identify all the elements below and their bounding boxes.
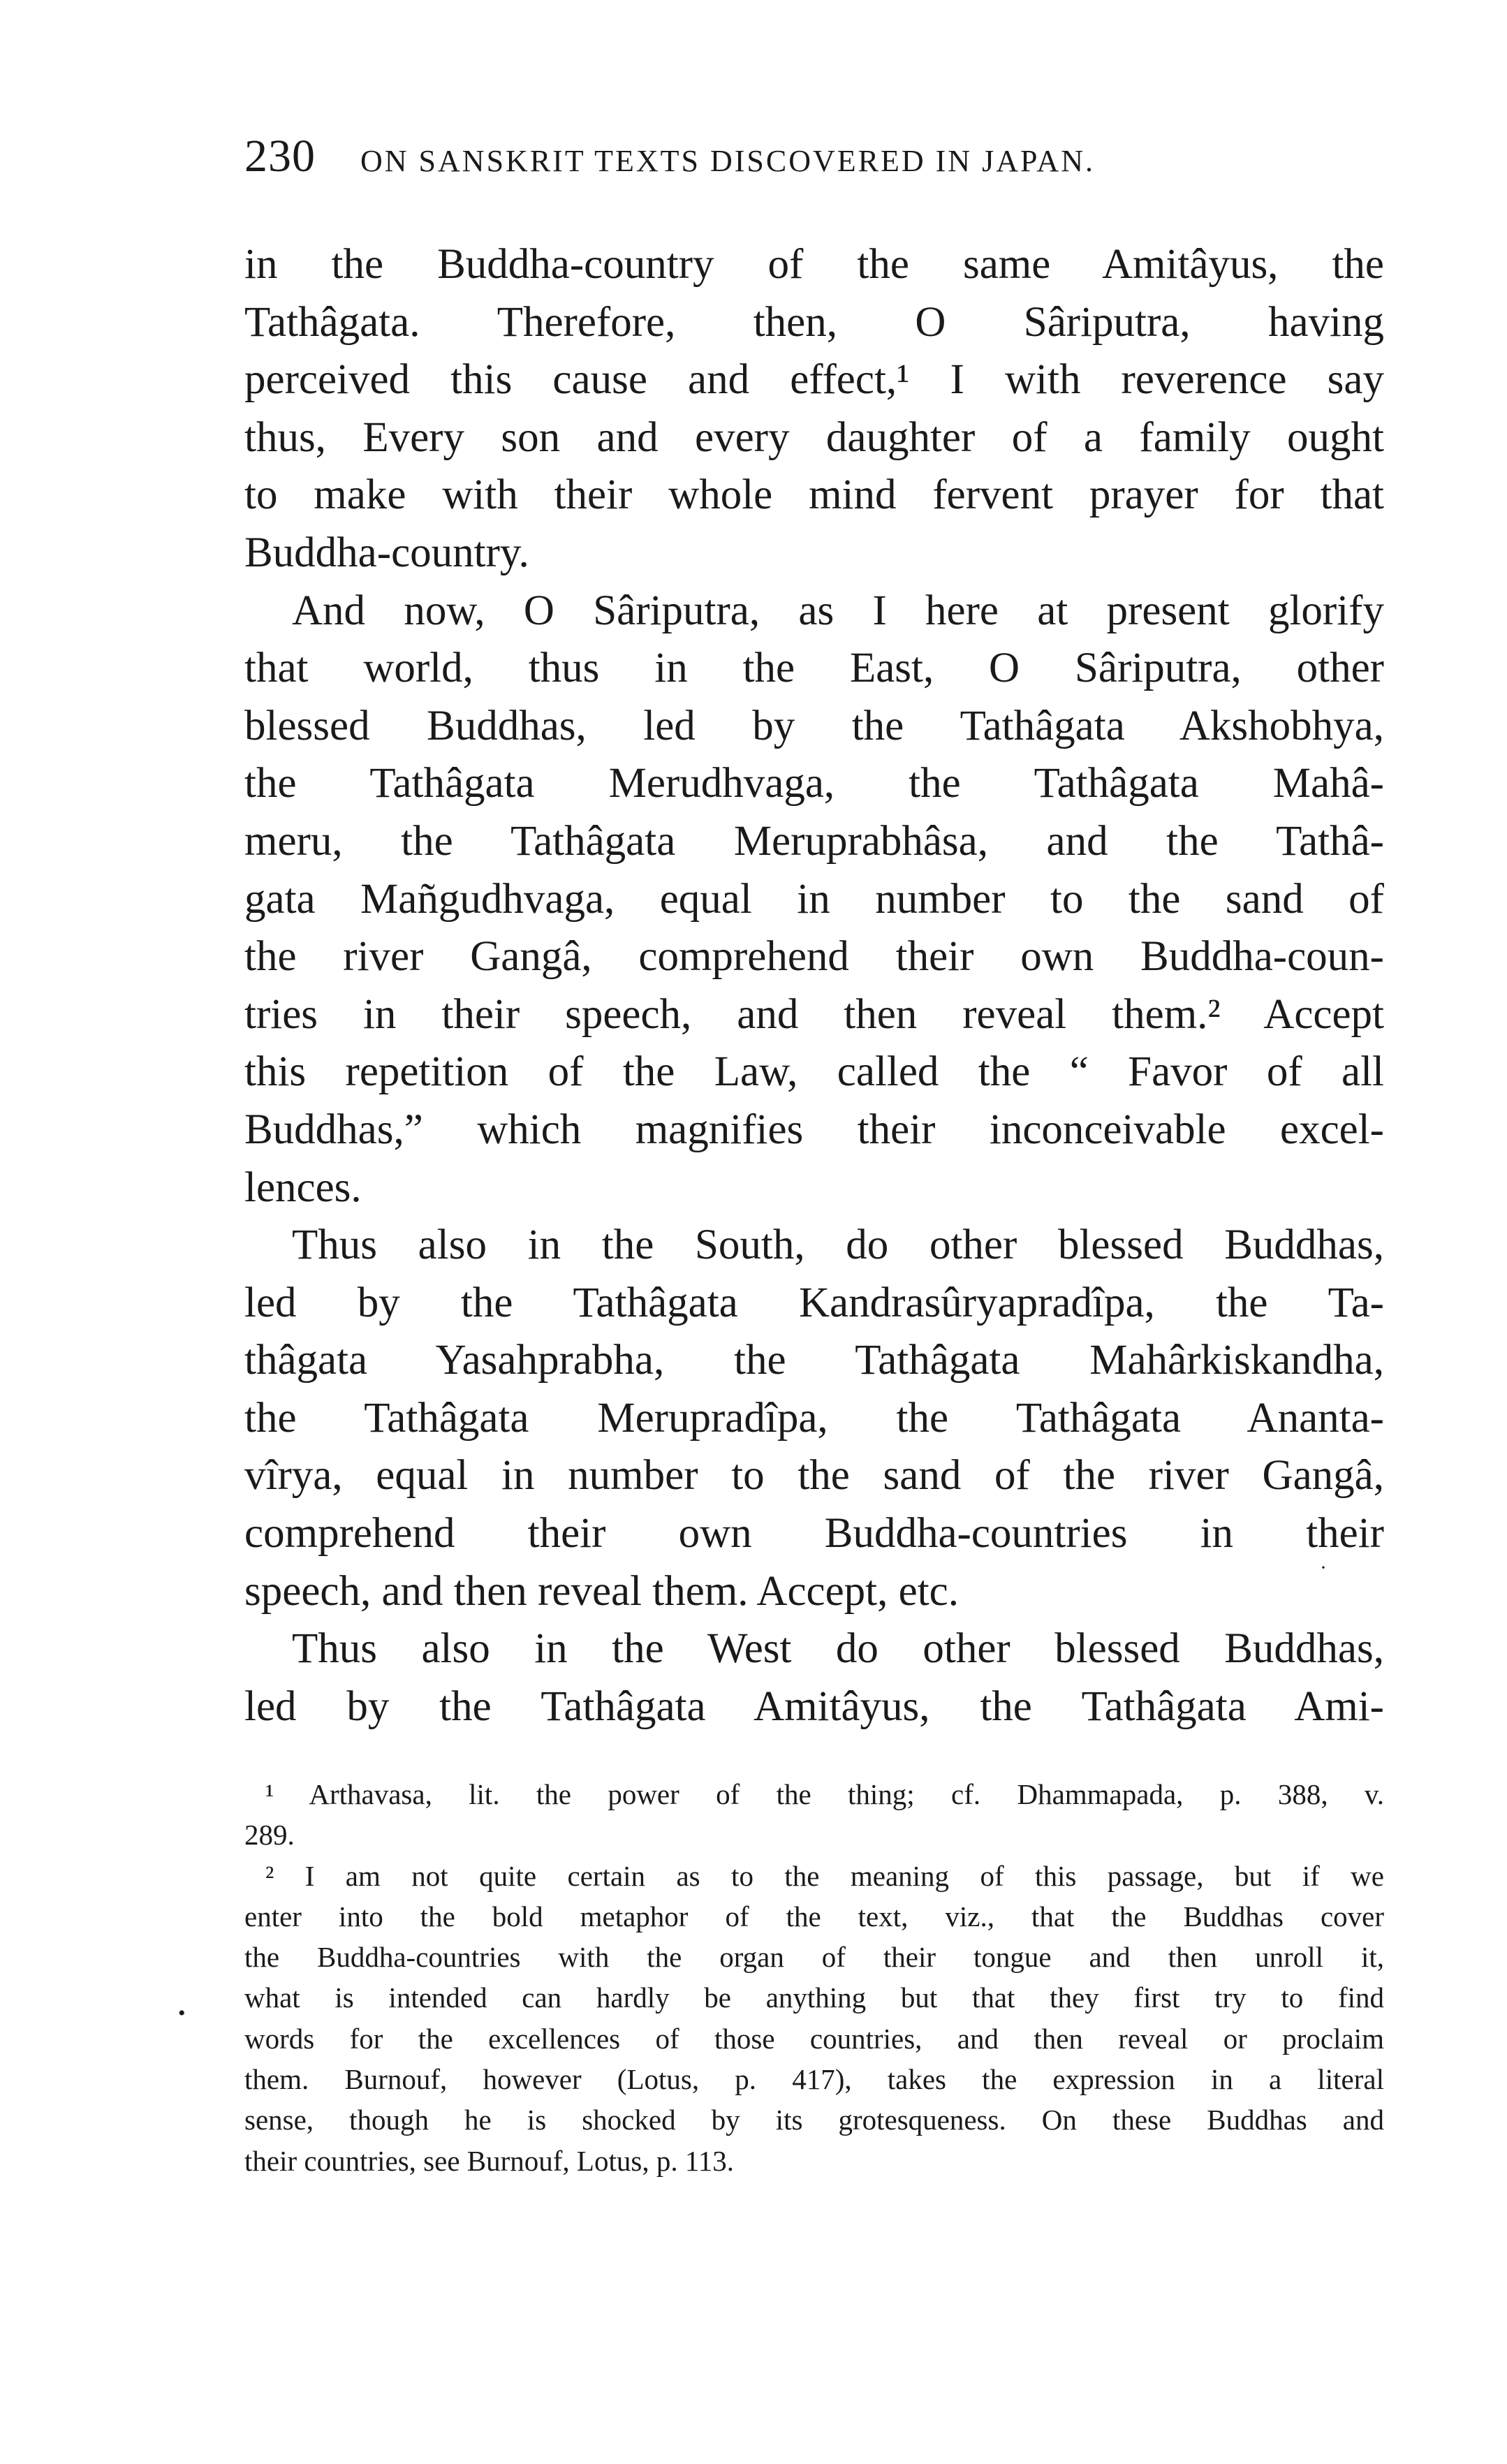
body-line: Buddhas,” which magnifies their inconceivable excel-: [244, 1106, 1384, 1153]
body-line: led by the Tathâgata Amitâyus, the Tathâgata Ami-: [244, 1682, 1384, 1730]
page-number: 230: [244, 131, 316, 182]
margin-dot-mark: •: [178, 2002, 186, 2025]
body-line: gata Mañgudhvaga, equal in number to the sand of: [244, 875, 1384, 923]
stray-dot-mark: ·: [1320, 1556, 1327, 1579]
paragraph-start-line: And now, O Sâriputra, as I here at present glorify: [292, 587, 1384, 634]
footnote-2-line: sense, though he is shocked by its grotesqueness. On these Buddhas and: [244, 2104, 1384, 2136]
body-line: speech, and then reveal them. Accept, etc.: [244, 1567, 959, 1615]
body-line: to make with their whole mind fervent prayer for that: [244, 471, 1384, 519]
body-line: lences.: [244, 1164, 362, 1211]
body-line: comprehend their own Buddha-countries in their: [244, 1510, 1384, 1557]
body-line: perceived this cause and effect,¹ I with reverence say: [244, 356, 1384, 404]
body-line: Buddha-country.: [244, 529, 529, 576]
body-line: vîrya, equal in number to the sand of the river Gangâ,: [244, 1452, 1384, 1499]
running-head: [244, 130, 1362, 193]
footnote-1-line: 289.: [244, 1819, 295, 1851]
body-line: the river Gangâ, comprehend their own Buddha-coun-: [244, 933, 1384, 981]
body-line: thus, Every son and every daughter of a family ought: [244, 413, 1384, 461]
footnote-2-line: their countries, see Burnouf, Lotus, p. 113.: [244, 2144, 735, 2177]
body-line: the Tathâgata Merupradîpa, the Tathâgata Ananta-: [244, 1394, 1384, 1442]
body-line: meru, the Tathâgata Meruprabhâsa, and the Tathâ-: [244, 817, 1384, 865]
footnote-2-line: them. Burnouf, however (Lotus, p. 417), takes the expression in a literal: [244, 2063, 1384, 2096]
footnote-2-line: enter into the bold metaphor of the text, viz., that the Buddhas cover: [244, 1900, 1384, 1933]
footnote-2-line: ² I am not quite certain as to the meaning of this passage, but if we: [265, 1859, 1384, 1892]
footnote-2-line: what is intended can hardly be anything but that they first try to find: [244, 1981, 1384, 2014]
body-line: the Tathâgata Merudhvaga, the Tathâgata Mahâ-: [244, 760, 1384, 807]
paragraph-start-line: Thus also in the West do other blessed Buddhas,: [292, 1625, 1384, 1673]
paragraph-start-line: Thus also in the South, do other blessed Buddhas,: [292, 1222, 1384, 1269]
body-line: thâgata Yasahprabha, the Tathâgata Mahârkiskandha,: [244, 1337, 1384, 1384]
body-line: in the Buddha-country of the same Amitâyus, the: [244, 241, 1384, 288]
body-text: [244, 236, 1384, 1736]
body-line: that world, thus in the East, O Sâriputra, other: [244, 645, 1384, 692]
footnote-2-line: words for the excellences of those countries, and then reveal or proclaim: [244, 2022, 1384, 2055]
footnote-1-line: ¹ Arthavasa, lit. the power of the thing; cf. Dhammapada, p. 388, v.: [265, 1778, 1384, 1810]
body-line: Tathâgata. Therefore, then, O Sâriputra, having: [244, 298, 1384, 346]
body-line: tries in their speech, and then reveal them.² Accept: [244, 990, 1384, 1038]
body-line: led by the Tathâgata Kandrasûryapradîpa, the Ta-: [244, 1279, 1384, 1326]
body-line: this repetition of the Law, called the “ Favor of all: [244, 1048, 1384, 1096]
running-title: ON SANSKRIT TEXTS DISCOVERED IN JAPAN.: [360, 144, 1095, 178]
body-line: blessed Buddhas, led by the Tathâgata Akshobhya,: [244, 702, 1384, 749]
footnote-2-line: the Buddha-countries with the organ of their tongue and then unroll it,: [244, 1941, 1384, 1974]
footnotes: [244, 1774, 1384, 2181]
